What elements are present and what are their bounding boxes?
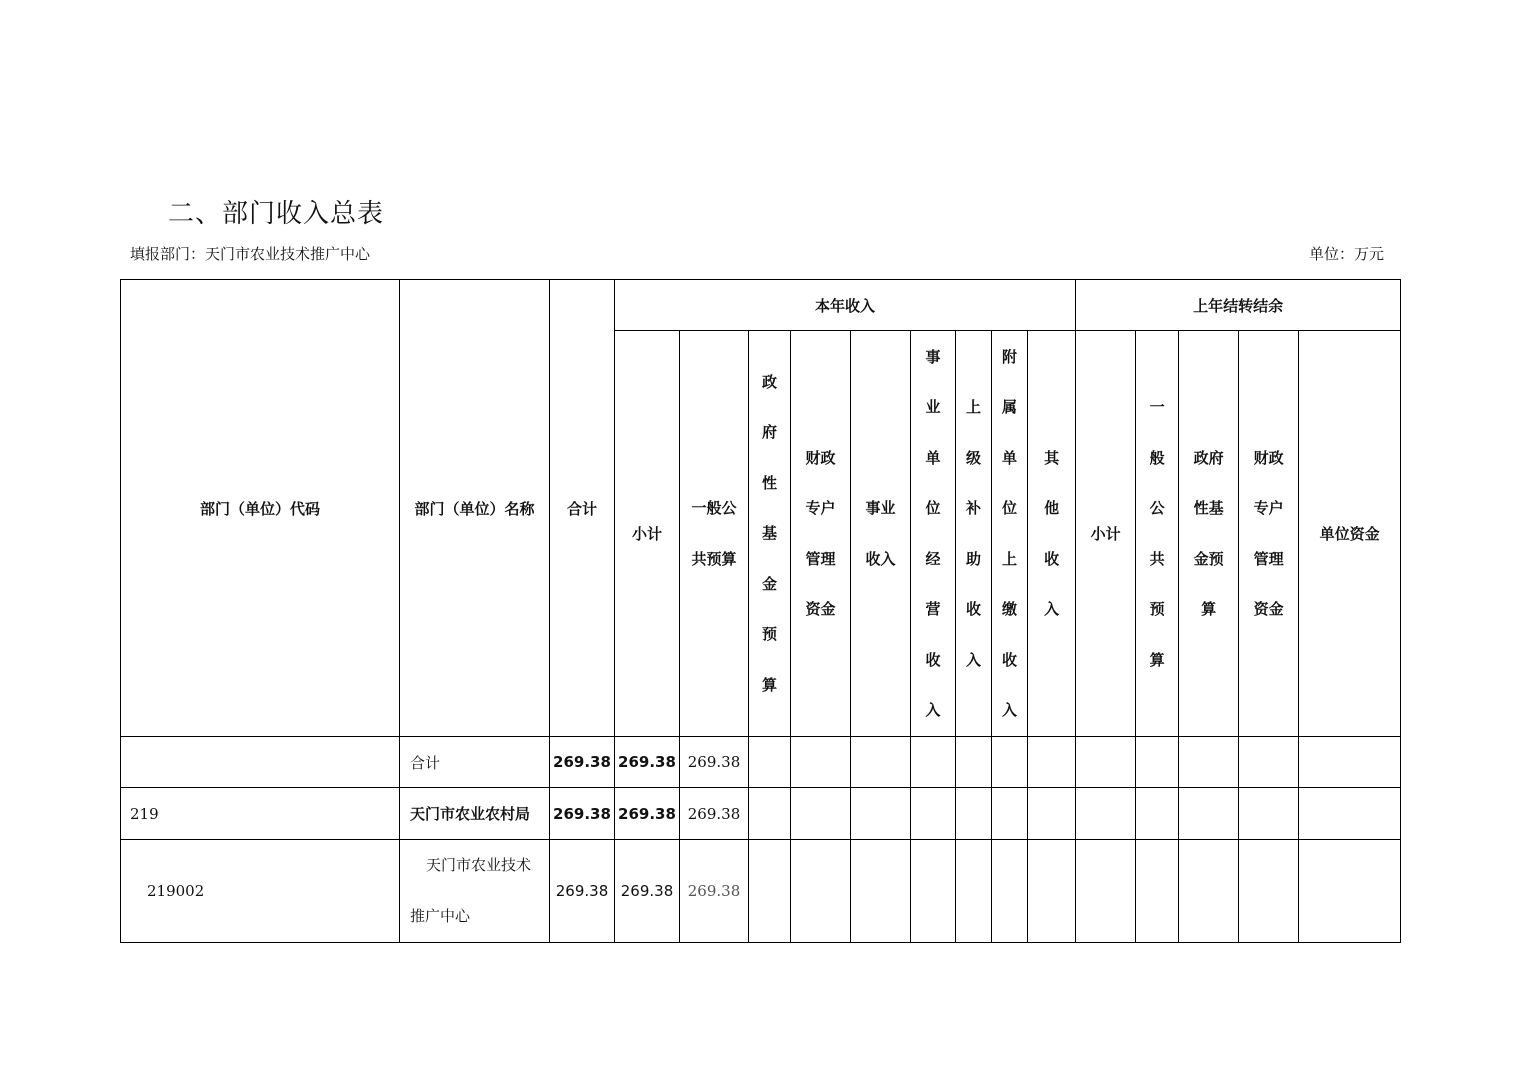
empty-cell (1179, 840, 1239, 943)
empty-cell (1076, 737, 1136, 788)
empty-cell (1239, 788, 1299, 840)
row-name (400, 840, 550, 943)
empty-cell (992, 788, 1028, 840)
empty-cell (911, 840, 956, 943)
row-general-budget: 269.38 (680, 737, 749, 788)
empty-cell (749, 840, 791, 943)
reporting-department: 填报部门：天门市农业技术推广中心 (130, 245, 371, 263)
empty-cell (911, 788, 956, 840)
empty-cell (1136, 788, 1179, 840)
table-row (121, 788, 1401, 840)
empty-cell (1239, 840, 1299, 943)
empty-cell (1299, 788, 1401, 840)
row-total: 269.38 (550, 840, 615, 943)
header-current-superior-subsidy: 上级补助收入 (956, 331, 992, 737)
header-prior-unit-funds: 单位资金 (1299, 331, 1401, 737)
page-title: 二、部门收入总表 (168, 199, 385, 229)
row-general-budget: 269.38 (680, 788, 749, 840)
empty-cell (749, 737, 791, 788)
header-current-other: 其他收入 (1028, 331, 1076, 737)
header-prior-gov-fund: 政府性基金预算 (1179, 331, 1239, 737)
header-current-year-income: 本年收入 (615, 280, 1076, 331)
header-current-fiscal-special: 财政专户管理资金 (791, 331, 851, 737)
empty-cell (1076, 840, 1136, 943)
row-name-line2: 推广中心 (410, 907, 471, 925)
empty-cell (1136, 737, 1179, 788)
income-summary-table (120, 279, 1401, 943)
empty-cell (992, 737, 1028, 788)
unit-label: 单位：万元 (1309, 245, 1385, 263)
row-code (121, 737, 400, 788)
empty-cell (791, 737, 851, 788)
empty-cell (791, 840, 851, 943)
empty-cell (1028, 737, 1076, 788)
empty-cell (1028, 788, 1076, 840)
empty-cell (911, 737, 956, 788)
row-name: 合计 (400, 737, 550, 788)
table-row (121, 840, 1401, 943)
header-current-operating: 事业单位经营收入 (911, 331, 956, 737)
header-code: 部门（单位）代码 (121, 280, 400, 737)
row-total: 269.38 (550, 788, 615, 840)
row-subtotal: 269.38 (615, 788, 680, 840)
row-subtotal: 269.38 (615, 840, 680, 943)
empty-cell (1076, 788, 1136, 840)
empty-cell (1179, 788, 1239, 840)
row-name-line1: 天门市农业技术 (426, 856, 532, 874)
row-total: 269.38 (550, 737, 615, 788)
header-name: 部门（单位）名称 (400, 280, 550, 737)
empty-cell (791, 788, 851, 840)
empty-cell (1028, 840, 1076, 943)
header-current-subtotal: 小计 (615, 331, 680, 737)
empty-cell (851, 737, 911, 788)
empty-cell (1299, 737, 1401, 788)
row-general-budget: 269.38 (680, 840, 749, 943)
empty-cell (1136, 840, 1179, 943)
header-current-general-budget: 一般公共预算 (680, 331, 749, 737)
header-total: 合计 (550, 280, 615, 737)
empty-cell (1239, 737, 1299, 788)
header-prior-general-budget: 一般公共预算 (1136, 331, 1179, 737)
row-code: 219 (121, 788, 400, 840)
header-prior-year-carryover: 上年结转结余 (1076, 280, 1401, 331)
table-row (121, 737, 1401, 788)
row-subtotal: 269.38 (615, 737, 680, 788)
header-prior-fiscal-special: 财政专户管理资金 (1239, 331, 1299, 737)
header-prior-subtotal: 小计 (1076, 331, 1136, 737)
empty-cell (956, 737, 992, 788)
empty-cell (851, 788, 911, 840)
header-current-subordinate-payment: 附属单位上缴收入 (992, 331, 1028, 737)
empty-cell (749, 788, 791, 840)
empty-cell (992, 840, 1028, 943)
header-current-business: 事业收入 (851, 331, 911, 737)
empty-cell (956, 840, 992, 943)
header-current-gov-fund: 政府性基金预算 (749, 331, 791, 737)
row-code: 219002 (121, 840, 400, 943)
empty-cell (851, 840, 911, 943)
empty-cell (956, 788, 992, 840)
row-name: 天门市农业农村局 (400, 788, 550, 840)
empty-cell (1179, 737, 1239, 788)
empty-cell (1299, 840, 1401, 943)
